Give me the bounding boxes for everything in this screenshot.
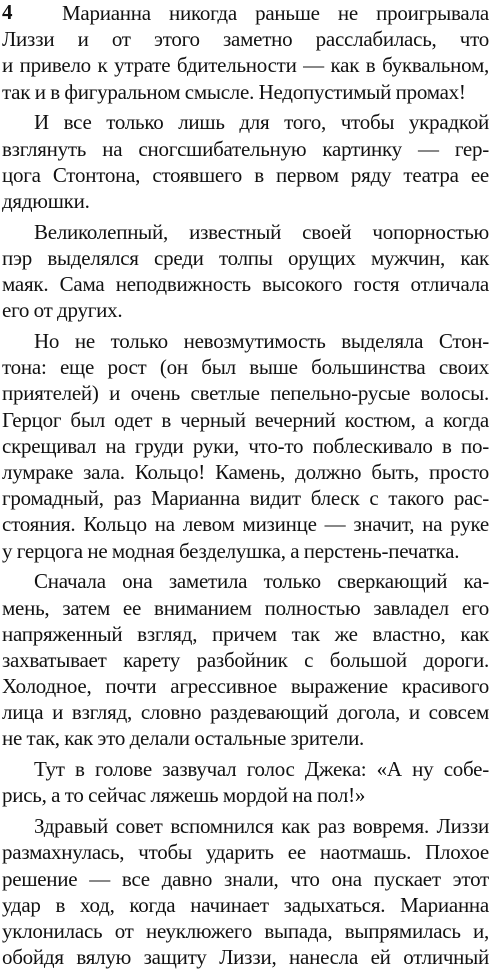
text-line: пэр выделялся среди толпы орущих мужчин, как: [2, 245, 489, 270]
text-line: приятелей) и очень светлые пепельно-русые волосы.: [2, 381, 489, 406]
text-line: так и в фигуральном смысле. Недопустимый промах!: [2, 79, 466, 104]
text-line: Но не только невозмутимость выделяла Стон-: [34, 329, 489, 354]
text-line: стояния. Кольцо на левом мизинце — значит, на руке: [2, 512, 489, 537]
text-line: цога Стонтона, стоявшего в первом ряду театра ее: [2, 162, 489, 187]
text-line: Великолепный, известный своей чопорностью: [34, 219, 489, 244]
paragraph-6: [2, 756, 489, 808]
text-line: решение — все давно знали, что она пускает этот: [2, 866, 489, 891]
text-line: и привело к утрате бдительности — как в буквальном,: [2, 53, 489, 78]
book-page: [2, 0, 489, 970]
text-line: Здравый совет вспомнился как раз вовремя. Лиззи: [34, 814, 489, 839]
text-line: Марианна никогда раньше не проигрывала: [62, 1, 489, 25]
paragraph-3: [2, 219, 489, 324]
text-line: обойдя вялую защиту Лиззи, нанесла ей отличный: [2, 945, 489, 970]
paragraph-2: [2, 109, 489, 214]
paragraph-4: [2, 328, 489, 564]
text-line: рись, а то сейчас ляжешь мордой на пол!»: [2, 783, 366, 808]
text-line: Сначала она заметила только сверкающий ка-: [34, 569, 489, 594]
text-line: удар в ход, когда начинает задыхаться. Марианна: [2, 892, 489, 917]
text-line: И все только лишь для того, чтобы украдкой: [34, 110, 489, 135]
text-line: его от других.: [2, 298, 123, 323]
text-line: Герцог был одет в черный вечерний костюм, а когда: [2, 407, 489, 432]
text-line: тона: еще рост (он был выше большинства своих: [2, 355, 489, 380]
text-line: дядюшки.: [2, 188, 90, 213]
paragraph-5: [2, 568, 489, 751]
text-line: не так, как это делали остальные зрители.: [2, 726, 365, 751]
text-line: захватывает карету разбойник с большой дороги.: [2, 647, 489, 672]
text-line: напряженный взгляд, причем так же властно, как: [2, 621, 489, 646]
text-line: размахнулась, чтобы ударить ее наотмашь. Плохое: [2, 840, 489, 865]
paragraph-7: [2, 813, 489, 970]
paragraph-1: [2, 0, 489, 105]
text-line: лумраке зала. Кольцо! Камень, должно быть, просто: [2, 459, 489, 484]
text-line: скрещивал на груди руки, что-то поблескивало в по-: [2, 433, 489, 458]
text-line: мень, затем ее вниманием полностью завладел его: [2, 595, 489, 620]
text-line: Тут в голове зазвучал голос Джека: «А ну собе-: [34, 757, 489, 782]
text-line: громадный, раз Марианна видит блеск с такого рас-: [2, 486, 489, 511]
text-line: лица и взгляд, словно раздевающий догола, и совсем: [2, 700, 489, 725]
text-line: у герцога не модная безделушка, а перстень-печатка.: [2, 538, 460, 563]
text-line: уклонилась от неуклюжего выпада, выпрямилась и,: [2, 918, 489, 943]
text-line: Лиззи и от этого заметно расслабилась, что: [2, 27, 489, 52]
page-number: 4: [2, 0, 13, 24]
text-line: взглянуть на сногсшибательную картинку — гер-: [2, 136, 489, 161]
text-line: маяк. Сама неподвижность высокого гостя отличала: [2, 272, 489, 297]
text-line: Холодное, почти агрессивное выражение красивого: [2, 674, 489, 699]
